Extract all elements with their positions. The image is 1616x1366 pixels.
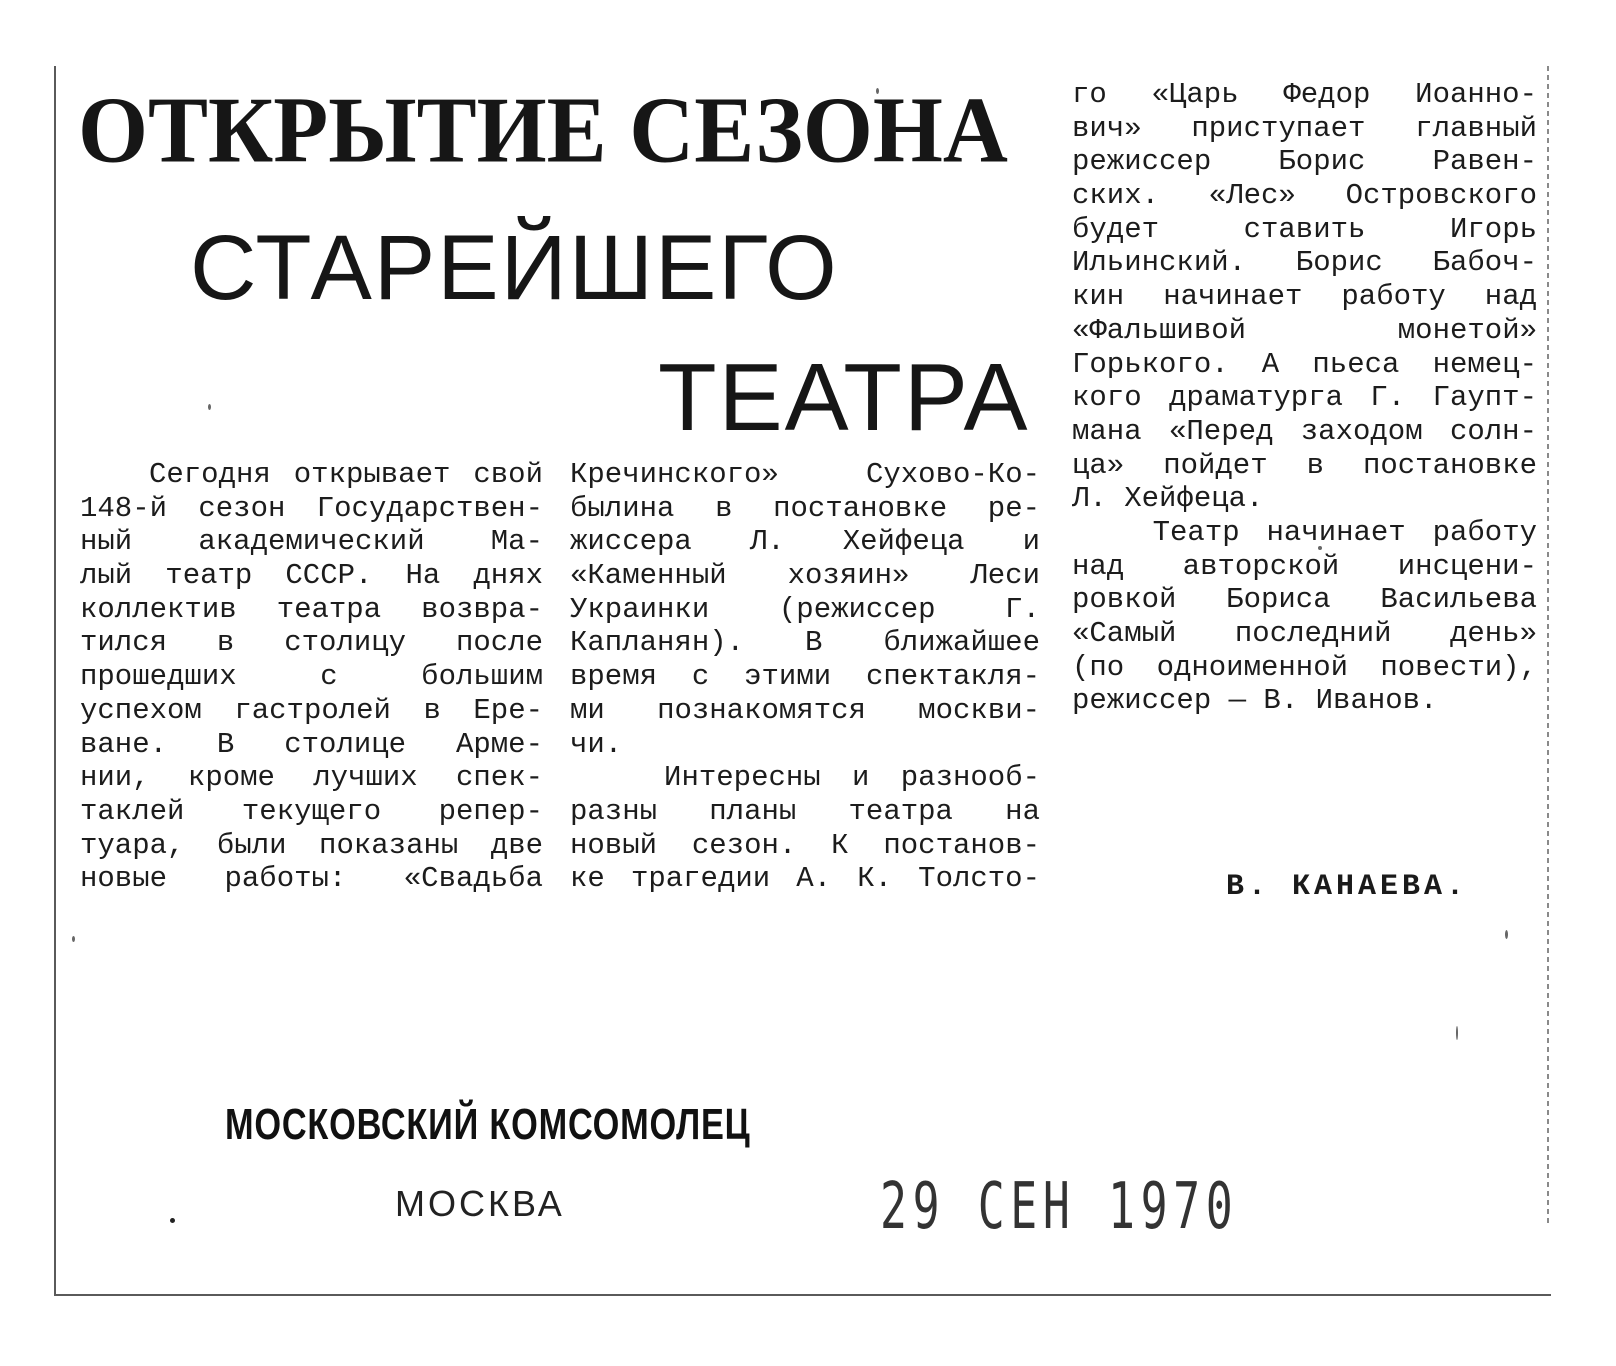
text-line: Интересны и разнооб- [570, 761, 1040, 795]
stamp-dot [170, 1218, 175, 1223]
article-column-2 [570, 458, 1040, 896]
text-line: Горького. А пьеса немец- [1072, 347, 1537, 381]
text-line: былина в постановке ре- [570, 491, 1040, 525]
text-line: туара, были показаны две [80, 828, 543, 862]
text-line: вич» приступает главный [1072, 111, 1537, 145]
text-line: нии, кроме лучших спек- [80, 761, 543, 795]
text-line: режиссер — В. Иванов. [1072, 684, 1438, 718]
headline-line-2: СТАРЕЙШЕГО [190, 217, 839, 319]
text-line: кого драматурга Г. Гаупт- [1072, 381, 1537, 415]
text-line: успехом гастролей в Ере- [80, 693, 543, 727]
headline-line-3: ТЕАТРА [658, 344, 1030, 451]
text-line: мана «Перед заходом солн- [1072, 414, 1537, 448]
text-line: Капланян). В ближайшее [570, 626, 1040, 660]
text-line: над авторской инсцени- [1072, 549, 1537, 583]
text-line: Кречинского» Сухово-Ко- [570, 458, 1040, 491]
clipping-edge-right [1547, 66, 1549, 1226]
article-column-3 [1072, 78, 1537, 718]
text-line: «Самый последний день» [1072, 617, 1537, 650]
text-line: разны планы театра на [570, 794, 1040, 828]
text-line: (по одноименной повести), [1072, 650, 1537, 684]
text-line: Сегодня открывает свой [80, 458, 543, 491]
text-line: Украинки (режиссер Г. [570, 592, 1040, 626]
speck [1456, 1026, 1458, 1040]
text-line: будет ставить Игорь [1072, 212, 1537, 246]
text-line: ца» пойдет в постановке [1072, 448, 1537, 482]
author-byline: В. КАНАЕВА. [1226, 870, 1469, 904]
text-line: новые работы: «Свадьба [80, 862, 543, 896]
text-line: ских. «Лес» Островского [1072, 179, 1537, 213]
text-line: Театр начинает работу [1072, 515, 1537, 549]
text-line: 148-й сезон Государствен- [80, 491, 543, 525]
text-line: тился в столицу после [80, 626, 543, 660]
text-line: ке трагедии А. К. Толсто- [570, 862, 1040, 896]
text-line: «Фальшивой монетой» [1072, 313, 1537, 347]
text-line: время с этими спектакля- [570, 660, 1040, 694]
text-line: ровкой Бориса Васильева [1072, 583, 1537, 617]
headline-line-1: ОТКРЫТИЕ СЕЗОНА [78, 78, 1008, 183]
text-line: Л. Хейфеца. [1072, 482, 1264, 516]
text-line: «Каменный хозяин» Леси [570, 559, 1040, 593]
speck [208, 404, 211, 410]
text-line: прошедших с большим [80, 660, 543, 694]
text-line: ми познакомятся москви- [570, 693, 1040, 727]
article-column-1 [80, 458, 543, 896]
text-line: чи. [570, 727, 623, 761]
text-line: коллектив театра возвра- [80, 592, 543, 626]
text-line: режиссер Борис Равен- [1072, 145, 1537, 179]
stamp-newspaper-name: МОСКОВСКИЙ КОМСОМОЛЕЦ [225, 1100, 751, 1149]
text-line: го «Царь Федор Иоанно- [1072, 78, 1537, 111]
speck [1505, 930, 1508, 939]
stamp-date: 29 СЕН 1970 [880, 1170, 1239, 1244]
text-line: таклей текущего репер- [80, 794, 543, 828]
text-line: Ильинский. Борис Бабоч- [1072, 246, 1537, 280]
text-line: ване. В столице Арме- [80, 727, 543, 761]
text-line: лый театр СССР. На днях [80, 559, 543, 593]
text-line: жиссера Л. Хейфеца и [570, 525, 1040, 559]
speck [72, 936, 75, 942]
text-line: кин начинает работу над [1072, 280, 1537, 314]
text-line: ный академический Ма- [80, 525, 543, 559]
text-line: новый сезон. К постанов- [570, 828, 1040, 862]
stamp-city: МОСКВА [395, 1183, 565, 1224]
